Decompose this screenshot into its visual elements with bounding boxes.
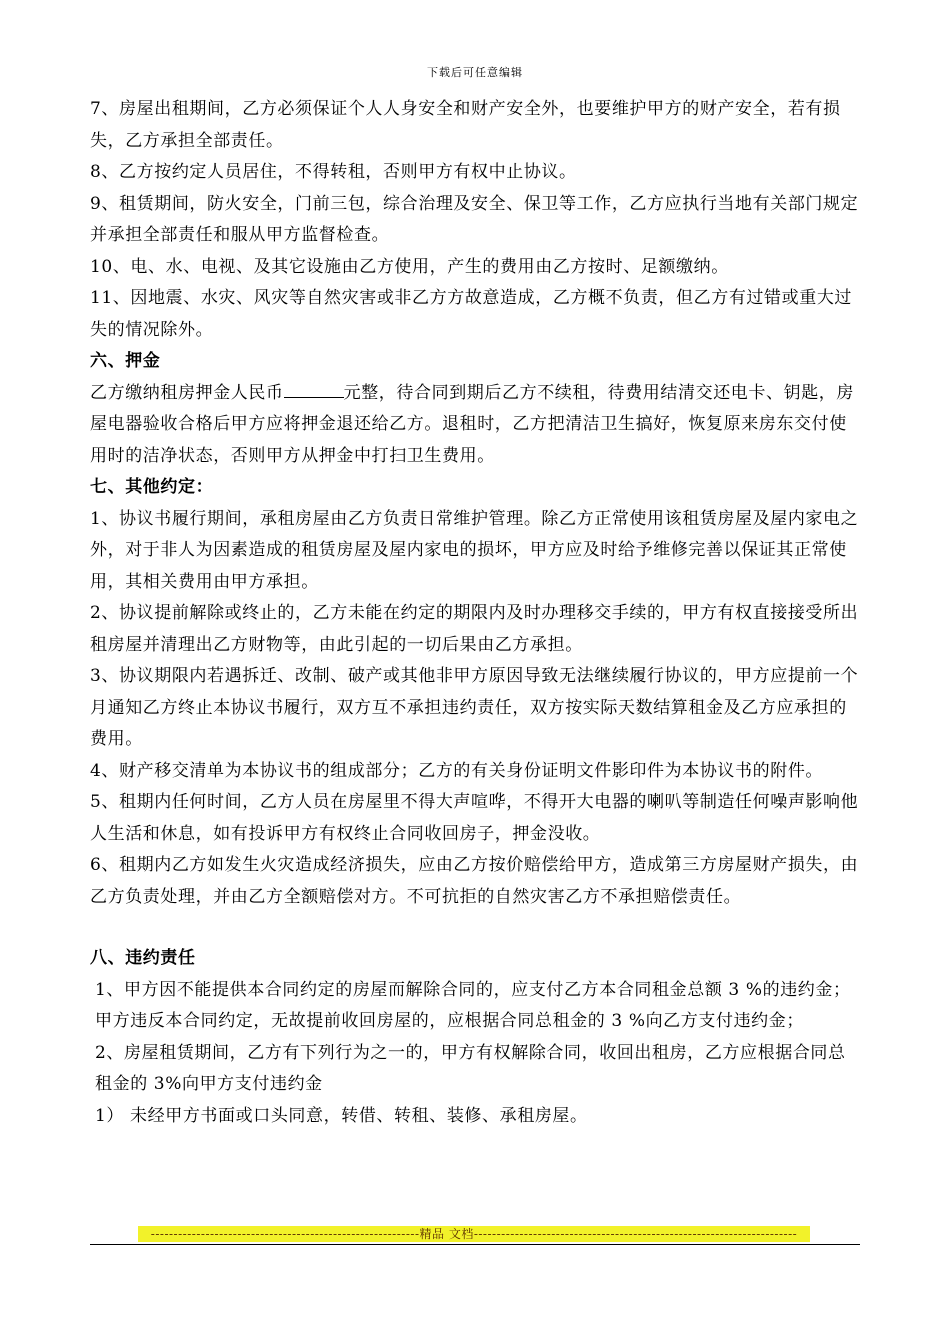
section-spacer	[90, 913, 862, 943]
clause-10: 10、电、水、电视、及其它设施由乙方使用，产生的费用由乙方按时、足额缴纳。	[90, 256, 729, 277]
breach-clause-1: 1、甲方因不能提供本合同约定的房屋而解除合同的，应支付乙方本合同租金总额 3 %的违约金； 甲方违反本合同约定，无故提前收回房屋的，应根据合同总租金的 3 %向乙方支付违约金；	[95, 979, 851, 1031]
other-clause-2: 2、协议提前解除或终止的，乙方未能在约定的期限内及时办理移交手续的，甲方有权直接接受所出租房屋并清理出乙方财物等，由此引起的一切后果由乙方承担。	[90, 603, 859, 655]
other-clause-1: 1、协议书履行期间，承租房屋由乙方负责日常维护管理。除乙方正常使用该租赁房屋及屋内家电之外，对于非人为因素造成的租赁房屋及屋内家电的损坏，甲方应及时给予维修完善以保证其正常使用，其相关费用由甲方承担。	[90, 508, 859, 592]
clause-8: 8、乙方按约定人员居住，不得转租，否则甲方有权中止协议。	[90, 162, 577, 182]
clause-11: 11、因地震、水灾、风灾等自然灾害或非乙方方故意造成，乙方概不负责，但乙方有过错或重大过失的情况除外。	[90, 288, 853, 340]
document-body	[90, 94, 862, 1132]
footer-rule	[90, 1244, 860, 1245]
other-clause-4: 4、财产移交清单为本协议书的组成部分；乙方的有关身份证明文件影印件为本协议书的附件。	[90, 760, 824, 781]
section-8-heading: 八、违约责任	[90, 948, 196, 968]
deposit-paragraph	[90, 378, 862, 473]
clause-9: 9、租赁期间，防火安全，门前三包，综合治理及安全、保卫等工作，乙方应执行当地有关部门规定并承担全部责任和服从甲方监督检查。	[90, 193, 859, 245]
page-header: 下载后可任意编辑	[427, 66, 523, 79]
deposit-text-before: 乙方缴纳租房押金人民币	[90, 382, 284, 403]
clause-7: 7、房屋出租期间，乙方必须保证个人人身安全和财产安全外，也要维护甲方的财产安全，若有损失，乙方承担全部责任。	[90, 99, 841, 151]
breach-subclause-1: 1） 未经甲方书面或口头同意，转借、转租、装修、承租房屋。	[95, 1105, 588, 1126]
other-clause-6: 6、租期内乙方如发生火灾造成经济损失，应由乙方按价赔偿给甲方，造成第三方房屋财产损失，由乙方负责处理，并由乙方全额赔偿对方。不可抗拒的自然灾害乙方不承担赔偿责任。	[90, 855, 859, 907]
other-clause-5: 5、租期内任何时间，乙方人员在房屋里不得大声喧哗，不得开大电器的喇叭等制造任何噪声影响他人生活和休息，如有投诉甲方有权终止合同收回房子，押金没收。	[90, 792, 859, 844]
deposit-amount-blank	[284, 381, 344, 398]
footer-watermark-band: -----------------------------------------------------------精品 文档-----------------------------------------------------------------------	[138, 1226, 810, 1242]
section-7-heading: 七、其他约定：	[90, 477, 214, 497]
other-clause-3: 3、协议期限内若遇拆迁、改制、破产或其他非甲方原因导致无法继续履行协议的，甲方应提前一个月通知乙方终止本协议书履行，双方互不承担违约责任，双方按实际天数结算租金及乙方应承担的费用。	[90, 666, 859, 749]
breach-clause-2: 2、房屋租赁期间，乙方有下列行为之一的，甲方有权解除合同，收回出租房，乙方应根据合同总租金的 3%向甲方支付违约金	[95, 1042, 846, 1094]
section-6-heading: 六、押金	[90, 351, 161, 371]
deposit-text-after: 元整，待合同到期后乙方不续租，待费用结清交还电卡、钥匙，房屋电器验收合格后甲方应将押金退还给乙方。退租时，乙方把清洁卫生搞好，恢复原来房东交付使用时的洁净状态，否则甲方从押金中打扫卫生费用。	[90, 382, 855, 466]
